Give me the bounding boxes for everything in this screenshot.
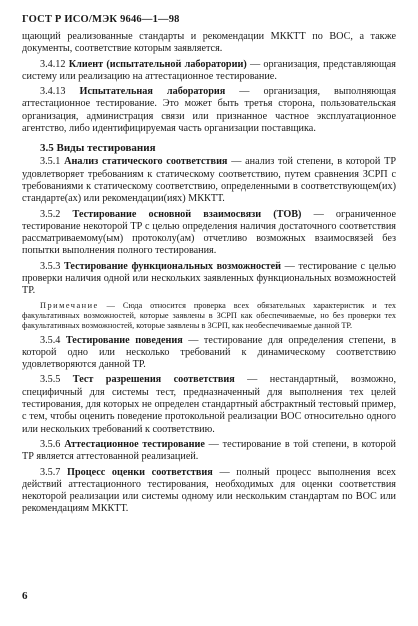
section-heading: 3.5 Виды тестирования <box>40 142 156 155</box>
clause-number: 3.5.4 <box>40 334 61 346</box>
clause-number: 3.4.12 <box>40 58 66 70</box>
page-number: 6 <box>22 590 28 602</box>
definition-text: — тестирование для определения степени, в которой одно или несколько требований к динамическому соответствию удовлетворяются данной ТР. <box>22 334 397 371</box>
clause-number: 3.5.3 <box>40 260 61 272</box>
definition-3-5-1 <box>22 156 396 205</box>
definition-text: — анализ той степени, в которой ТР удовлетворяет требованиям к статическому соответствию, путем сравнения ЗСРП с требованиями к статическому соответствию, определенными в соответствующем(их) стандарте(ах) или рекомендации(иях) МККТТ. <box>22 156 397 205</box>
term: Тестирование поведения <box>65 334 183 346</box>
clause-number: 3.5.2 <box>40 208 61 220</box>
term: Тестирование основной взаимосвязи (ТОВ) <box>72 208 302 220</box>
definition-3-4-12 <box>22 59 396 84</box>
definition-3-5-2 <box>22 209 396 258</box>
definition-3-5-7 <box>22 467 396 516</box>
definition-3-5-5 <box>22 374 396 435</box>
note-text: — Сюда относится проверка всех обязательных характеристик и тех факультативных возможностей, которые заявлены в ЗСРП как обеспечиваемые, но без проверки тех факультативных возможностей, которые заявлены в ЗСРП, как необеспечиваемые данной ТР. <box>22 300 396 331</box>
term: Тестирование функциональных возможностей <box>64 260 282 272</box>
clause-number: 3.4.13 <box>40 86 66 98</box>
paragraph-continuation: щающий реализованные стандарты и рекомендации МККТТ по ВОС, а также документы, соответствие которым заявляется. <box>22 31 396 55</box>
clause-number: 3.5.7 <box>40 466 61 478</box>
definition-text: — тестирование с целью проверки наличия одной или нескольких заявленных функциональных возможностей ТР. <box>22 260 397 297</box>
term: Анализ статического соответствия <box>64 156 228 168</box>
definition-text: — ограниченное тестирование некоторой ТР с целью определения наличия достаточного соответствия рассматриваемому(ым) протоколу(ам) отчетливо возможных взаимосвязей без попытки выполнения полного тестирования. <box>22 208 396 257</box>
definition-text: — организация, представляющая систему или реализацию на аттестационное тестирование. <box>22 58 396 82</box>
definition-text: — полный процесс выполнения всех действий аттестационного тестирования, необходимых для оценки соответствия некоторой реализации или системы одному или нескольким стандартам по ВОС или рекомендациям МККТТ. <box>22 466 396 515</box>
clause-number: 3.5.5 <box>40 374 61 386</box>
term: Тест разрешения соответствия <box>72 374 235 386</box>
definition-3-5-6 <box>22 439 396 464</box>
note-label: Примечание <box>40 300 99 310</box>
definition-3-4-13 <box>22 86 396 135</box>
definition-3-5-3 <box>22 261 396 298</box>
clause-number: 3.5.6 <box>40 438 61 450</box>
definition-text: — организация, выполняющая аттестационное тестирование. Это может быть третья сторона, пользовательская организация, администрация связи или признанное частное эксплуатационное агентство, либо идентифицируемая часть организации поставщика. <box>22 86 396 135</box>
definition-text: — тестирование в той степени, в которой ТР является аттестованной реализацией. <box>22 438 396 463</box>
definition-3-5-4 <box>22 335 396 372</box>
note <box>22 301 396 332</box>
definition-text: — нестандартный, возможно, специфичный для системы тест, предназначенный для выполнения тех целей тестирования, для которых не определен стандартный абстрактный тестовый пример, с тем, чтобы оценить поведение протокольной реализации ВОС относительно одного или нескольких требований к соответствию. <box>22 374 397 435</box>
document-header: ГОСТ Р ИСО/МЭК 9646—1—98 <box>22 14 180 25</box>
term: Процесс оценки соответствия <box>67 466 213 478</box>
term: Клиент (испытательной лаборатории) <box>68 58 247 70</box>
term: Аттестационное тестирование <box>64 438 205 450</box>
clause-number: 3.5.1 <box>40 156 61 168</box>
term: Испытательная лаборатория <box>79 86 226 98</box>
